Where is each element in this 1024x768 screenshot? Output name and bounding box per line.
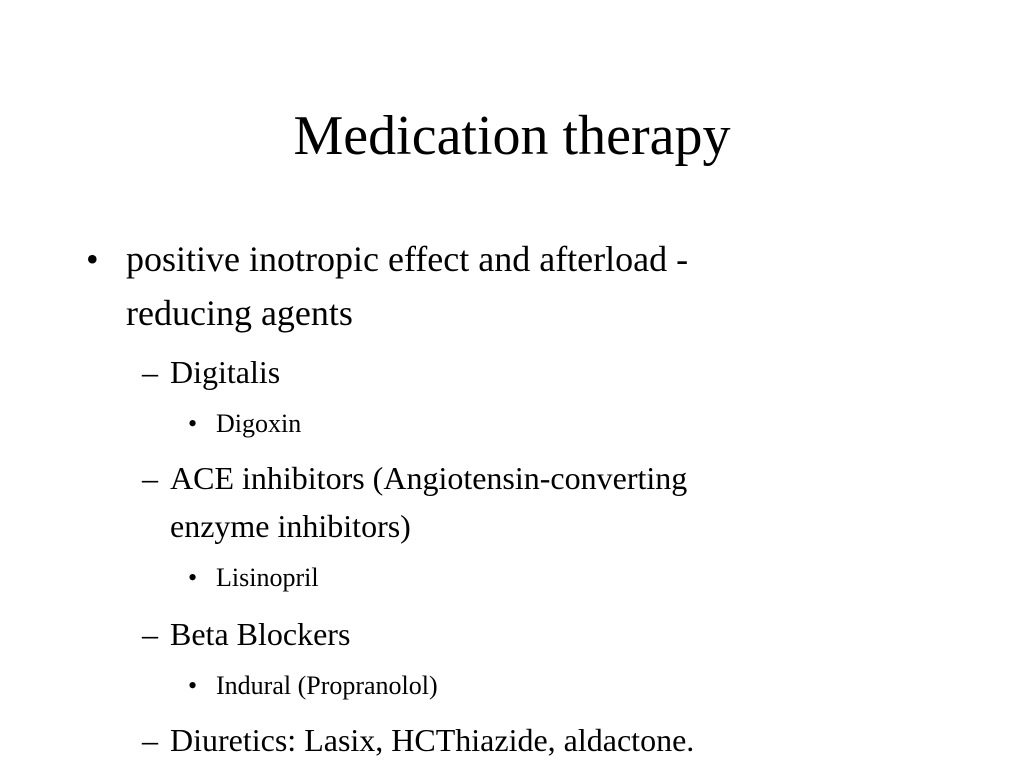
bullet-text-line1: positive inotropic effect and afterload - — [126, 239, 689, 279]
dash-marker: – — [142, 616, 158, 652]
subitem-diuretics — [142, 716, 902, 764]
subsubitem-label: Digoxin — [216, 409, 302, 438]
subsubitem-label: Lisinopril — [216, 563, 319, 592]
subitem-label: Diuretics: Lasix, HCThiazide, aldactone. — [170, 722, 695, 758]
subsubitem-digoxin — [188, 404, 688, 444]
subitem-label-line1: ACE inhibitors (Angiotensin-converting — [170, 460, 688, 496]
slide-title: Medication therapy — [293, 105, 731, 167]
bullet-marker: • — [86, 239, 99, 279]
subitem-digitalis — [142, 348, 842, 396]
dash-marker: – — [142, 354, 158, 390]
bullet-marker: • — [188, 671, 198, 700]
subitem-ace-inhibitors — [142, 454, 902, 550]
subitem-label: Beta Blockers — [170, 616, 351, 652]
dash-marker: – — [142, 460, 158, 496]
bullet-marker: • — [188, 409, 198, 438]
subitem-label-line2: enzyme inhibitors) — [170, 508, 411, 544]
subsubitem-indural — [188, 666, 688, 706]
subsubitem-lisinopril — [188, 558, 688, 598]
subsubitem-label: Indural (Propranolol) — [216, 671, 438, 700]
bullet-marker: • — [188, 563, 198, 592]
subitem-beta-blockers — [142, 610, 842, 658]
subitem-label: Digitalis — [170, 354, 281, 390]
bullet-level1-inotropic — [86, 232, 946, 340]
bullet-text-line2: reducing agents — [126, 293, 353, 333]
dash-marker: – — [142, 722, 158, 758]
